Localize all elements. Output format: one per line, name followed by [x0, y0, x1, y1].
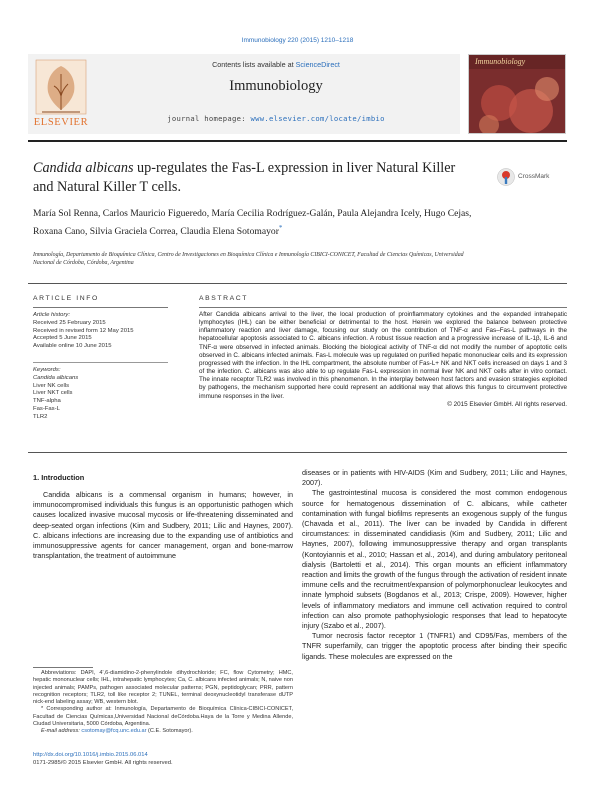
keyword: TNF-alpha: [33, 398, 61, 405]
affiliation: Inmunología, Departamento de Bioquímica Clínica, Centro de Investigaciones en Bioquímica Clínica e Inmunología CIBICI-CONICET, Facultad de Ciencias Químicas, Universidad Nacional de Córdoba, Córdoba, Argentina: [33, 252, 464, 266]
section-heading-introduction: 1. Introduction: [33, 473, 85, 482]
footnotes: [33, 670, 293, 736]
abbreviations-footnote: Abbreviations: DAPI, 4',6-diamidino-2-phenylindole dihydrochloride; FC, flow Cytometry; HMC, hepatic mononuclear cells; IHL, intrahepatic lymphocytes; Ca, C. albicans infected animals; N, naive non injected animals; PAMPs, pathogen associated molecular patterns; PGN, peptidoglycan; PRR, pattern recognition receptors; TLR2, toll like receptor 2; TUNEL, terminal deoxynucleotidyl transferase dUTP nick-end labeling assay; WB, western blot.: [33, 670, 293, 706]
keywords-block: [33, 367, 173, 422]
crossmark-badge[interactable]: [497, 167, 567, 187]
header-divider: [28, 140, 567, 142]
cover-title: Immunobiology: [475, 57, 526, 66]
homepage-prefix: journal homepage:: [167, 114, 251, 123]
crossmark-icon: [497, 168, 515, 186]
keyword: Liver NK cells: [33, 382, 70, 389]
keywords-rule: [33, 362, 168, 363]
email-label: E-mail address:: [41, 728, 82, 735]
corresponding-author-mark[interactable]: *: [278, 224, 283, 232]
footnote-rule: [33, 667, 93, 668]
abstract-text: After Candida albicans arrival to the liver, the local production of proinflammatory cytokines and the expanded intrahepatic lymphocytes (IHL) can be either beneficial or detrimental to the host. Herein we explored the balance between protective inflammatory reaction and liver damage, focusing our study on the contribution of TNF-α and Fas–Fas-L pathways in the hepatocellular apoptosis associated to C. albicans infection. A robust tissue reaction and a progressive increase of IL-1β, IL-6 and TNF-α were observed in infected animals. Blocking the biological activity of TNF-α did not modify the number of apoptotic cells observed in C. albicans infected animals. Fas-L molecule was up regulated on purified hepatic mononuclear cells and its expression progressed with the infection. In the IHL compartment, the absolute number of Fas-L+ NK and NKT cells increased on days 1 and 3 of the infection. C. albicans was also able to up regulate Fas-L expression in normal liver NK and NKT cells after in vitro contact. The innate receptor TLR2 was involved in this phenomenon. In the interplay between host factors and evasion strategies exploited by pathogens, the mechanism supported here could represent an additional way that allows this fungus to circumvent protective immune responses in the liver.: [199, 311, 567, 400]
history-item: Accepted 5 June 2015: [33, 335, 92, 342]
keyword: Fas-Fas-L: [33, 405, 60, 412]
history-heading: Article history:: [33, 312, 70, 318]
body-paragraph: The gastrointestinal mucosa is considered the most common endogenous source for hematogenous dissemination of C. albicans, while catheter contamination with fungal biofilms represents an exogenous supply of the fungus (Chavada et al., 2011). The liver can be invaded by Candida in different circumstances: in disseminated candidiasis (Kim and Sudbery, 2011; Lilic and Haynes, 2007), following immunosuppressive therapy and organ transplants (Kontoyiannis et al., 2010; Hassan et al., 2014), and during ambulatory peritoneal dialysis (Bartoletti et al., 2014). This organ mounts an efficient inflammatory reaction and limits the growth of the fungus through the activation of resident innate immune cells and the recruitment/expansion of polymorphonuclear leukocytes and innate lymphoid subsets (Bogdanos et al., 2013; Crispe, 2009). However, higher levels of inflammatory mediators and immune cell activation required to control infection can also promote pathophysiologic responses that lead to hepatocyte injury (Szabo et al., 2007).: [302, 488, 567, 631]
article-info-rule: [33, 307, 168, 308]
history-item: Available online 10 June 2015: [33, 343, 112, 350]
elsevier-logo: [30, 56, 92, 132]
article-title: [33, 159, 473, 197]
body-column-left: [33, 490, 293, 561]
author-list: [33, 207, 473, 239]
email-link[interactable]: csotomay@fcq.unc.edu.ar: [81, 728, 147, 735]
doi-link[interactable]: http://dx.doi.org/10.1016/j.imbio.2015.06.014: [33, 752, 148, 758]
doi-block: [33, 752, 333, 767]
keywords-heading: Keywords:: [33, 367, 61, 373]
journal-homepage-line: [96, 114, 456, 123]
journal-homepage-link[interactable]: www.elsevier.com/locate/imbio: [250, 114, 385, 123]
contents-prefix: Contents lists available at: [212, 60, 296, 69]
history-item: Received in revised form 12 May 2015: [33, 327, 134, 334]
abstract-copyright: © 2015 Elsevier GmbH. All rights reserved.: [447, 400, 567, 408]
section-divider: [28, 283, 567, 284]
contents-line: [96, 60, 456, 69]
journal-cover-image: [468, 54, 566, 134]
keyword: TLR2: [33, 413, 48, 420]
abstract-body: [199, 311, 567, 409]
title-text: up-regulates the Fas-L expression in liver Natural Killer and Natural Killer T cells.: [33, 160, 456, 195]
abstract-label: ABSTRACT: [199, 295, 249, 302]
journal-name: Immunobiology: [229, 78, 323, 94]
history-item: Received 25 February 2015: [33, 319, 106, 326]
keyword: Candida albicans: [33, 374, 79, 381]
body-paragraph: Tumor necrosis factor receptor 1 (TNFR1) and CD95/Fas, members of the TNFR superfamily, can trigger the apoptotic process after binding their specific ligands. These molecules are expressed on the: [302, 631, 567, 661]
keyword: Liver NKT cells: [33, 390, 73, 397]
authors-text: María Sol Renna, Carlos Mauricio Figueredo, María Cecilia Rodríguez-Galán, Paula Alejandra Icely, Hugo Cejas, Roxana Cano, Silvia Graciela Correa, Claudia Elena Sotomayor: [33, 208, 472, 238]
email-footnote: [33, 728, 293, 735]
abstract-bottom-rule: [28, 452, 567, 453]
sciencedirect-link[interactable]: ScienceDirect: [295, 60, 340, 69]
body-paragraph: Candida albicans is a commensal organism in humans; however, in immunocompromised individuals this fungus is an opportunistic pathogen which causes localized invasive mucosal mycosis or life-threatening disseminated and deep-seated organ infections (Kim and Sudbery, 2011; Lilic and Haynes, 2007). C. albicans infections are increasing due to the expanding use of antibiotics and immunosuppressive agents for cancer management, organ and bone-marrow transplantation, the treatment of autoimmune: [33, 490, 293, 561]
elsevier-wordmark: ELSEVIER: [33, 117, 89, 128]
abstract-rule: [199, 307, 567, 308]
corresponding-author-footnote: * Corresponding author at: Inmunología, Departamento de Bioquímica Clínica-CIBICI-CONICET, Facultad de Ciencias Químicas,Universidad Nacional deCórdoba.Haya de la Torre y Medina Allende, Ciudad Universitaria, 5000 Córdoba, Argentina.: [33, 706, 293, 728]
article-info-label: ARTICLE INFO: [33, 295, 99, 302]
title-species: Candida albicans: [33, 160, 134, 176]
journal-reference[interactable]: Immunobiology 220 (2015) 1210–1218: [241, 37, 354, 44]
issn-line: 0171-2985/© 2015 Elsevier GmbH. All rights reserved.: [33, 759, 173, 766]
crossmark-label: CrossMark: [518, 173, 550, 180]
body-paragraph: diseases or in patients with HIV-AIDS (Kim and Sudbery, 2011; Lilic and Haynes, 2007).: [302, 468, 567, 488]
article-history: [33, 312, 173, 351]
email-suffix: (C.E. Sotomayor).: [146, 728, 193, 735]
body-column-right: [302, 468, 567, 662]
